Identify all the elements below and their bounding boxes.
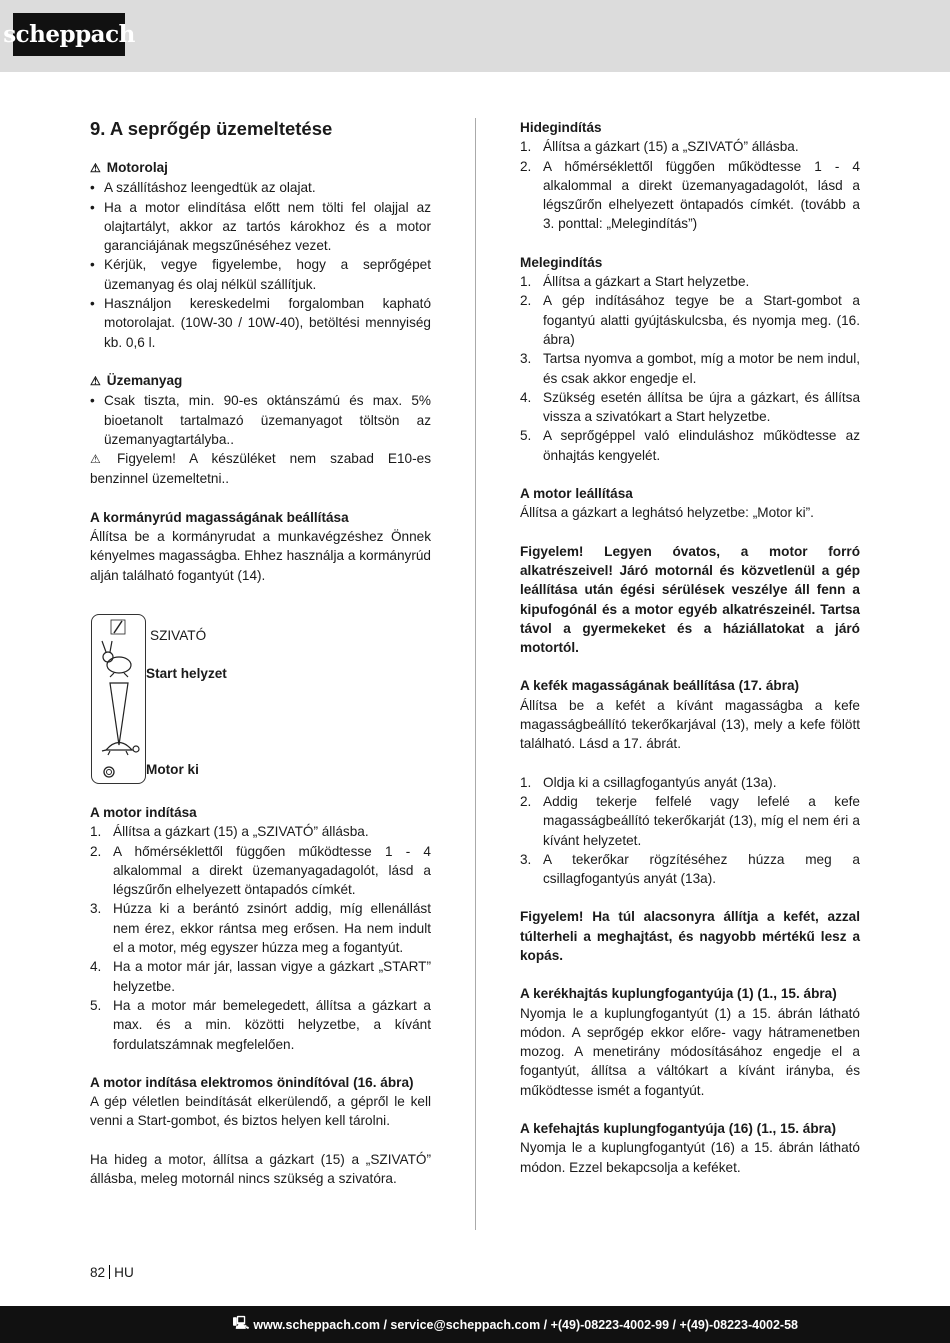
meleg-list [520,272,860,465]
kefehajtas-text: Nyomja le a kuplungfogantyút (16) a 15. ábrán látható módon. Ezzel bekapcsolja a keféket. [520,1140,860,1175]
motorolaj-heading [90,158,431,178]
left-column [90,118,431,1188]
list-item: 5. A seprőgéppel való elinduláshoz működtesse az önhajtás kengyelét. [520,428,860,463]
turtle-icon [102,742,139,755]
warning-icon: ⚠ [90,373,101,388]
inditas-heading: A motor indítása [90,804,197,820]
throttle-symbols [92,615,145,783]
list-item: 1. Állítsa a gázkart (15) a „SZIVATÓ” állásba. [520,139,799,155]
warning-icon: ⚠ [90,161,101,175]
motorolaj-list [90,178,431,352]
motor-ki-label: Motor ki [146,761,199,777]
right-column [520,118,860,1177]
rabbit-icon [102,641,131,677]
list-item: 3. A tekerőkar rögzítéséhez húzza meg a csillagfogantyús anyát (13a). [520,851,860,887]
inditas-list [90,822,431,1054]
kefehajtas-heading: A kefehajtás kuplungfogantyúja (16) (1., 15. ábra) [520,1121,837,1137]
throttle-diagram [90,614,431,789]
header-band [0,0,950,72]
speed-wedge-icon [110,683,128,745]
leallitas-heading: A motor leállítása [520,486,633,502]
szivato-label: SZIVATÓ [150,627,207,643]
list-item: 1. Állítsa a gázkart a Start helyzetbe. [520,274,750,290]
hideg-heading: Hidegindítás [520,120,602,135]
list-item: 5. Ha a motor már bemelegedett, állítsa a gázkart a max. és a min. közötti helyzetbe, a kívánt fordulatszámnak megfelelően. [90,997,431,1052]
monitor-icon: 🖳 [232,1316,250,1330]
language-code: HU [114,1265,134,1280]
stop-icon [104,767,114,777]
list-item: 2. Addig tekerje felfelé vagy lefelé a kefe magasságbeállító tekerőkarját (13), míg el nem éri a kívánt helyzetet. [520,793,860,848]
choke-icon [111,620,125,634]
list-item: 1. Állítsa a gázkart (15) a „SZIVATÓ” állásba. [90,824,369,840]
column-divider [475,118,476,1230]
list-item: 3. Húzza ki a berántó zsinórt addig, míg ellenállást nem érez, ekkor rántsa meg erősen. Ha nem indult el a motor, még egyszer húzza meg a fogantyút. [90,901,431,956]
uzemanyag-warning-text: Figyelem! A készüléket nem szabad E10-es benzinnel üzemeltetni.. [90,451,432,487]
list-item: • Ha a motor elindítása előtt nem tölti fel olajjal az olajtartályt, akkor az tartós károkhoz és a motor garanciájának megszűnéséhez vezet. [90,198,431,256]
list-item: • Csak tiszta, min. 90-es oktánszámú és max. 5% bioetanolt tartalmazó üzemanyagot töltsön az üzemanyagtartályba.. [90,391,431,449]
uzemanyag-warning [90,449,431,489]
list-item: • Kérjük, vegye figyelembe, hogy a seprőgépet üzemanyag és olaj nélkül szállítjuk. [90,255,431,294]
list-item: 4. Szükség esetén állítsa be újra a gázkart, és állítsa vissza a szivatókart a Start helyzetbe. [520,389,860,425]
list-item: 1. Oldja ki a csillagfogantyús anyát (13a). [520,774,777,790]
motorolaj-heading-text: Motorolaj [106,160,168,175]
contact-bar [0,1306,950,1343]
leallitas-text: Állítsa a gázkart a leghátsó helyzetbe: „Motor ki”. [520,505,814,521]
kefek-text: Állítsa be a kefét a kívánt magasságba a kefe magasságbeállító tekerőkarjával (13), mely a kefe fölött található. Lásd a 17. ábrát. [520,697,860,752]
list-item: • Használjon kereskedelmi forgalomban kapható motorolajat. (10W-30 / 10W-40), betöltési mennyiség kb. 0,6 l. [90,294,431,352]
elektromos-heading: A motor indítása elektromos önindítóval (16. ábra) [90,1074,414,1090]
section-title: 9. A seprőgép üzemeltetése [90,118,333,139]
hideg-text: Ha hideg a motor, állítsa a gázkart (15) a „SZIVATÓ” állásba, meleg motornál nincs szükség a szivatóra. [90,1151,431,1186]
uzemanyag-heading-text: Üzemanyag [106,372,183,388]
figyelem-warning: Figyelem! Legyen óvatos, a motor forró alkatrészeivel! Járó motornál és közvetlenül a gép leállítása után égési sérülések veszélye áll fenn a kipufogónál és a motor egyéb alkatrészeinél. Tartsa távol a gyermekeket és a háziállatokat a járó motortól. [520,543,860,656]
uzemanyag-heading [90,371,431,391]
elektromos-text: A gép véletlen beindítását elkerülendő, a gépről le kell venni a Start-gombot, és biztos helyen kell tárolni. [90,1094,431,1129]
list-item: 2. A hőmérséklettől függően működtesse 1 - 4 alkalommal a direkt üzemanyagadagolót, lásd a légszűrőn elhelyezett öntapadós címkét. [90,843,431,898]
start-label: Start helyzet [146,665,227,681]
brand-logo: scheppach [13,13,125,56]
kerek-text: Nyomja le a kuplungfogantyút (1) a 15. ábrán látható módon. A seprőgép ekkor előre- vagy hátramenetben mozog. A menetirány módosításához engedje el a fogantyút, állítsa a váltókart a kívánt irányba, és működtesse ismét a fogantyút. [520,1005,860,1098]
throttle-panel [91,614,146,784]
kefek-heading: A kefék magasságának beállítása (17. ábra) [520,678,800,694]
kormany-text: Állítsa be a kormányrudat a munkavégzéshez Önnek kényelmes magasságba. Ehhez használja a kormányrúd alján található fogantyút (14). [90,529,431,583]
page-footer [90,1265,134,1280]
kefek-list [520,773,860,889]
page-number: 82 [90,1265,106,1280]
uzemanyag-list [90,391,431,449]
list-item: 4. Ha a motor már jár, lassan vigye a gázkart „START” helyzetbe. [90,959,431,994]
list-item: 3. Tartsa nyomva a gombot, míg a motor be nem indul, és csak akkor engedje el. [520,351,860,386]
hideg-list [520,137,860,233]
list-item: 2. A gép indításához tegye be a Start-gombot a fogantyú alatti gyújtáskulcsba, és nyomja meg. (16. ábra) [520,293,860,347]
list-item: 2. A hőmérséklettől függően működtesse 1 - 4 alkalommal a direkt üzemanyagadagolót, lásd a légszűrőn elhelyezett öntapadós címkét. (tovább a 3. ponttal: „Melegindítás”) [520,158,860,232]
kerek-heading: A kerékhajtás kuplungfogantyúja (1) (1., 15. ábra) [520,986,837,1002]
meleg-heading: Melegindítás [520,254,603,270]
warning-icon: ⚠ [90,452,101,467]
contact-text: www.scheppach.com / service@scheppach.com / +(49)-08223-4002-99 / +(49)-08223-4002-58 [253,1317,798,1332]
kormany-heading: A kormányrúd magasságának beállítása [90,509,349,525]
figyelem2-warning: Figyelem! Ha túl alacsonyra állítja a kefét, azzal túlterheli a meghajtást, és nagyobb mértékű lesz a kopás. [520,909,860,963]
list-item: • A szállításhoz leengedtük az olajat. [90,178,431,197]
